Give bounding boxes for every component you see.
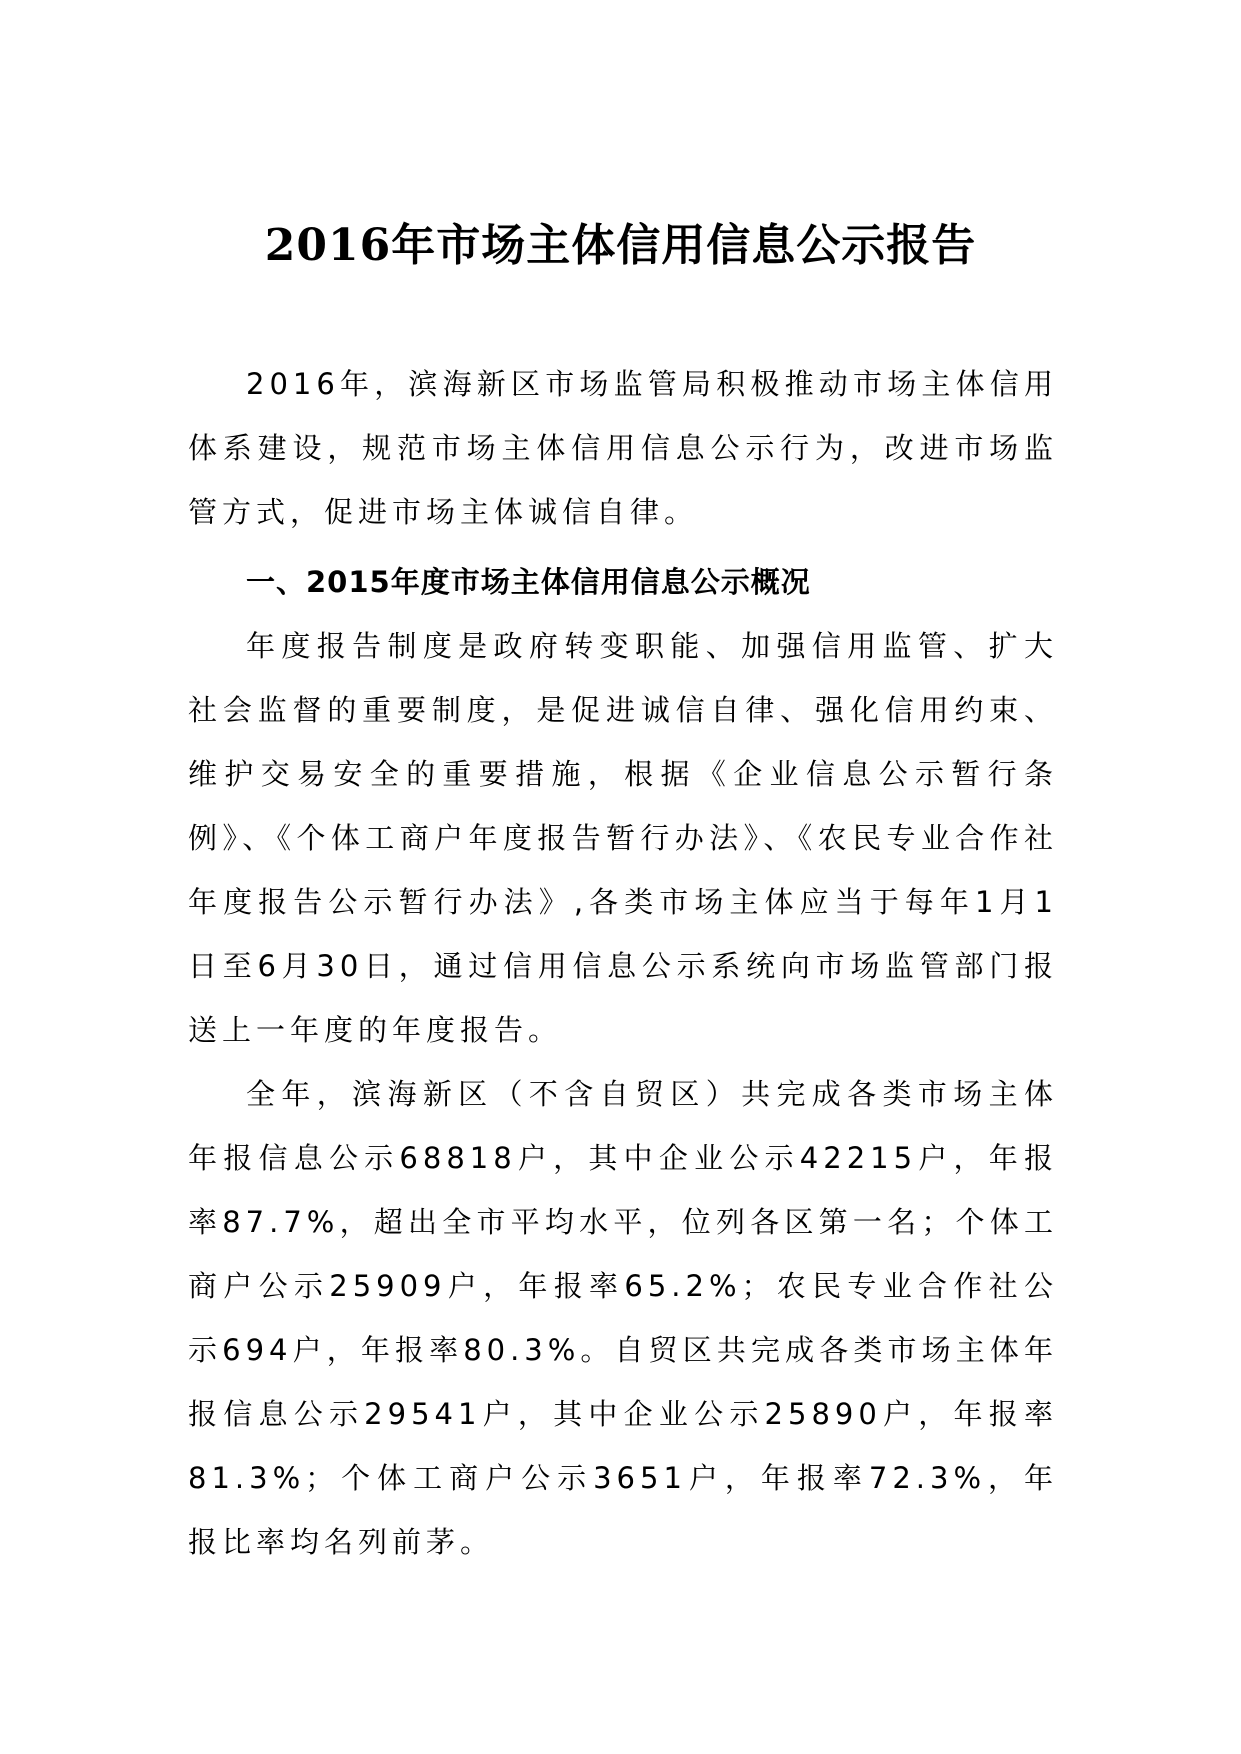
body-paragraph: 全年，滨海新区（不含自贸区）共完成各类市场主体年报信息公示68818户，其中企业公示42215户，年报率87.7%，超出全市平均水平，位列各区第一名；个体工商户公示25909户，年报率65.2%；农民专业合作社公示694户，年报率80.3%。自贸区共完成各类市场主体年报信息公示29541户，其中企业公示25890户，年报率81.3%；个体工商户公示3651户，年报率72.3%，年报比率均名列前茅。 <box>188 1077 1058 1559</box>
section-heading: 一、2015年度市场主体信用信息公示概况 <box>246 565 811 599</box>
document-title: 2016年市场主体信用信息公示报告 <box>264 220 977 271</box>
document-body <box>188 352 1058 1574</box>
intro-paragraph: 2016年，滨海新区市场监管局积极推动市场主体信用体系建设，规范市场主体信用信息公示行为，改进市场监管方式，促进市场主体诚信自律。 <box>188 367 1058 529</box>
body-paragraph: 年度报告制度是政府转变职能、加强信用监管、扩大社会监督的重要制度，是促进诚信自律、强化信用约束、维护交易安全的重要措施，根据《企业信息公示暂行条例》、《个体工商户年度报告暂行办法》、《农民专业合作社年度报告公示暂行办法》,各类市场主体应当于每年1月1日至6月30日，通过信用信息公示系统向市场监管部门报送上一年度的年度报告。 <box>188 629 1058 1047</box>
